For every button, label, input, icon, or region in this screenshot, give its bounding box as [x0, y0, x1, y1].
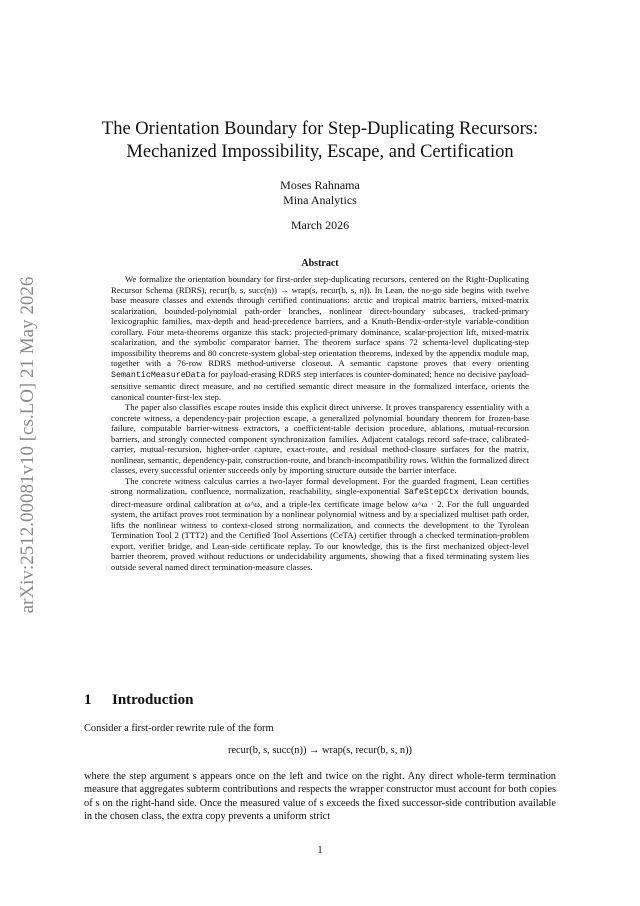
abstract-paragraph-2: The paper also classifies escape routes inside this explicit direct universe. It proves transparency essentiality with a concrete witness, a dependency-pair projection escape, a generalized polynomial boundary theorem for frozen-base failure, computable barrier-witness extractors, a coefficient-table decision procedure, ablations, mutual-recursion barriers, and strongly connected component synchronization families. Adjacent catalogs record safe-trace, calibrated-carrier, mutual-recursion, higher-order capture, exact-route, and residual method-closure surfaces for the matrix, nonlinear, semantic, dependency-pair, construction-route, and branch-incompatibility rows. Within the formalized direct classes, every successful orienter succeeds only by importing structure outside the barrier interface. — [111, 402, 529, 475]
paper-title-line-2: Mechanized Impossibility, Escape, and Certification — [126, 142, 514, 162]
safe-step-ctx-code: SafeStepCtx — [403, 488, 459, 497]
abstract-p3-text-a: The concrete witness calculus carries a two-layer formal development. For the guarded fragment, Lean certifies strong normalization, confluence, normalization, reachability, single-exponential — [111, 475, 529, 496]
author-name: Moses Rahnama — [280, 178, 360, 192]
paper-title — [80, 118, 560, 164]
abstract-paragraph-3 — [111, 476, 529, 573]
paper-date: March 2026 — [290, 218, 350, 232]
intro-paragraph: where the step argument s appears once on the left and twice on the right. Any direct whole-term termination measure that aggregates subterm contributions and respects the wrapper constructor must account for both copies of s on the right-hand side. Once the measured value of s exceeds the fixed successor-side contribution available in the chosen class, the extra copy prevents a uniform strict — [84, 771, 556, 823]
abstract-p3-text-b: derivation bounds, direct-measure ordinal calibration at ω^ω, and a triple-lex certificate image below ω^ω · 2. For the full unguarded system, the artifact proves root termination by a nonlinear polynomial witness and by a specialized multiset path order, lifts the nonlinear witness to context-closed strong normalization, and connects the development to the Tyrolean Termination Tool 2 (TTT2) and the Certified Tool Assertions (CeTA) certifier through a checked termination-problem export, verifier bridge, and Lean-side certificate replay. To our knowledge, this is the first mechanized object-level barrier theorem, proved without reductions or undecidability arguments, showing that a fixed terminating system lies outside several named direct termination-measure classes. — [111, 486, 529, 572]
page-number: 1 — [317, 845, 323, 856]
arxiv-identifier — [14, 255, 42, 635]
abstract-p1-text-b: for payload-erasing RDRS step interfaces is counter-dominated; hence no decisive payload-sensitive semantic direct measure, and no certified semantic direct measure in the formalized interface, orients the canonical counter-first-lex step. — [111, 368, 529, 402]
semantic-measure-data-code: SemanticMeasureData — [111, 370, 206, 380]
abstract-p1-text-a: We formalize the orientation boundary for first-order step-duplicating recursors, centered on the Right-Duplicating Recursor Schema (RDRS), recur(b, s, succ(n)) → wrap(s, recur(b, s, n)). In Lean, the no-go side begins with twelve base measure classes and extends through certified continuations: arctic and tropical matrix barriers, mixed-matrix scalarization, bounded-polynomial path-order branches, nonlinear direct-boundary subcases, tracked-primary lexicographic families, max-depth and head-precedence barriers, and a Knuth-Bendix-order-style variable-condition corollary. Four meta-theorems organize this stack: projected-primary dominance, scalar-projection lift, mixed-matrix scalarization, and the symbolic comparator barrier. The theorem surface spans 72 schema-level duplicating-step impossibility theorems and 80 concrete-system global-step orientation theorems, indexed by the appendix module map, together with a 76-row RDRS method-universe closeout. A semantic capstone proves that every orienting — [111, 274, 529, 368]
abstract-heading: Abstract — [301, 258, 339, 269]
author-affiliation: Mina Analytics — [283, 193, 357, 207]
rewrite-rule-equation: recur(b, s, succ(n)) → wrap(s, recur(b, s, n)) — [227, 745, 413, 756]
abstract-paragraph-1 — [111, 274, 529, 402]
arxiv-identifier-text: arXiv:2512.00081v10 [cs.LO] 21 May 2026 — [17, 276, 38, 614]
intro-lead-sentence: Consider a first-order rewrite rule of the form — [84, 723, 274, 734]
section-title: Introduction — [112, 692, 194, 708]
section-number: 1 — [84, 692, 92, 708]
paper-title-line-1: The Orientation Boundary for Step-Duplicating Recursors: — [101, 119, 539, 139]
abstract — [111, 274, 529, 572]
